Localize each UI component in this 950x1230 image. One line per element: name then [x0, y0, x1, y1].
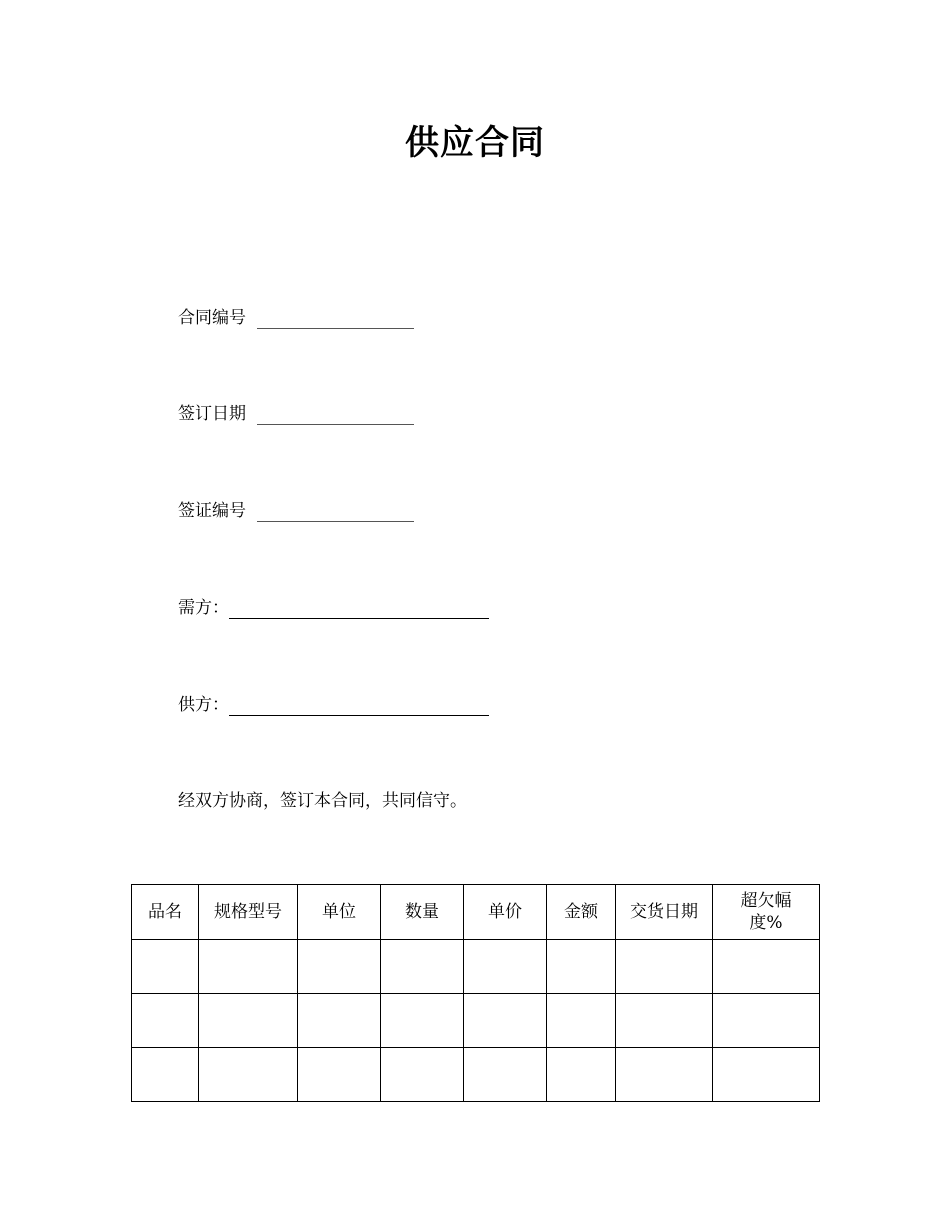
- table-cell[interactable]: [298, 1048, 381, 1102]
- document-title: 供应合同: [405, 123, 545, 163]
- sign-date-blank[interactable]: [257, 406, 414, 425]
- header-unit-price: 单价: [464, 885, 547, 940]
- table-cell[interactable]: [381, 1048, 464, 1102]
- visa-number-label: 签证编号: [178, 501, 246, 521]
- table-row: [132, 994, 820, 1048]
- table-cell[interactable]: [132, 994, 199, 1048]
- table-cell[interactable]: [199, 994, 298, 1048]
- header-product-name: 品名: [132, 885, 199, 940]
- table-cell[interactable]: [298, 940, 381, 994]
- buyer-blank[interactable]: [229, 600, 489, 619]
- buyer-label: 需方：: [178, 598, 229, 618]
- goods-table: [131, 884, 820, 1102]
- header-tolerance-line1: 超欠幅: [740, 891, 792, 911]
- table-cell[interactable]: [547, 994, 616, 1048]
- table-cell[interactable]: [616, 994, 713, 1048]
- table-cell[interactable]: [199, 940, 298, 994]
- header-quantity: 数量: [381, 885, 464, 940]
- table-cell[interactable]: [132, 1048, 199, 1102]
- visa-number-blank[interactable]: [257, 503, 414, 522]
- supplier-field: [178, 694, 489, 716]
- table-cell[interactable]: [713, 994, 820, 1048]
- table-cell[interactable]: [547, 1048, 616, 1102]
- header-tolerance-line2: 度%: [749, 913, 783, 933]
- table-cell[interactable]: [547, 940, 616, 994]
- table-cell[interactable]: [132, 940, 199, 994]
- buyer-field: [178, 597, 489, 619]
- supplier-label: 供方：: [178, 695, 229, 715]
- table-cell[interactable]: [464, 994, 547, 1048]
- header-unit: 单位: [298, 885, 381, 940]
- header-tolerance: [713, 885, 820, 940]
- table-cell[interactable]: [713, 940, 820, 994]
- contract-number-label: 合同编号: [178, 308, 246, 328]
- table-cell[interactable]: [713, 1048, 820, 1102]
- table-cell[interactable]: [464, 940, 547, 994]
- header-specification: 规格型号: [199, 885, 298, 940]
- table-cell[interactable]: [464, 1048, 547, 1102]
- table-row: [132, 940, 820, 994]
- table-cell[interactable]: [616, 940, 713, 994]
- supplier-blank[interactable]: [229, 697, 489, 716]
- header-amount: 金额: [547, 885, 616, 940]
- table-header-row: [132, 885, 820, 940]
- contract-number-blank[interactable]: [257, 310, 414, 329]
- intro-text: 经双方协商，签订本合同，共同信守。: [178, 791, 467, 811]
- table-cell[interactable]: [298, 994, 381, 1048]
- sign-date-label: 签订日期: [178, 404, 246, 424]
- table-cell[interactable]: [381, 994, 464, 1048]
- table-cell[interactable]: [199, 1048, 298, 1102]
- header-delivery-date: 交货日期: [616, 885, 713, 940]
- table-cell[interactable]: [616, 1048, 713, 1102]
- contract-number-field: [178, 307, 414, 329]
- visa-number-field: [178, 500, 414, 522]
- sign-date-field: [178, 403, 414, 425]
- table-row: [132, 1048, 820, 1102]
- table-cell[interactable]: [381, 940, 464, 994]
